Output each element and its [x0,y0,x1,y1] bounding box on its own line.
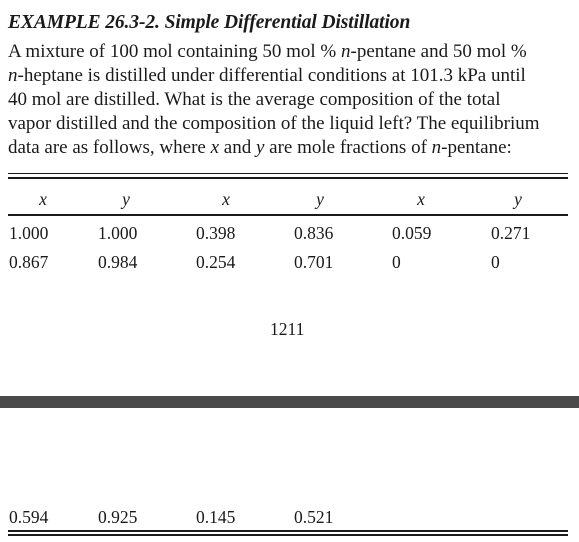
paragraph-line-1: A mixture of 100 mol containing 50 mol % n-pentane and 50 mol % [8,41,527,62]
example-paragraph [8,40,573,160]
table-cell: 0 [392,252,401,272]
page-number: 1211 [270,319,305,339]
table-cell: 1.000 [9,223,49,243]
header-x-1: x [39,189,47,209]
header-x-3: x [417,189,425,209]
table-cell: 0.254 [196,252,236,272]
table-cell: 0.925 [98,507,138,527]
table-cell: 0.271 [491,223,531,243]
table-bottom-rule-2 [8,534,568,536]
table-header-rule [8,214,568,216]
table-cell: 1.000 [98,223,138,243]
header-x-2: x [222,189,230,209]
header-y-1: y [122,189,130,209]
paragraph-line-4: vapor distilled and the composition of the liquid left? The equilibrium [8,113,540,134]
table-cell: 0 [491,252,500,272]
paragraph-line-2: n-heptane is distilled under differential conditions at 101.3 kPa until [8,65,526,86]
table-cell: 0.398 [196,223,236,243]
table-bottom-rule [8,530,568,532]
table-top-rule [8,173,568,174]
page-break-bar [0,396,579,408]
table-cell: 0.984 [98,252,138,272]
table-cell: 0.145 [196,507,236,527]
table-top-rule-thick [8,177,568,179]
header-y-3: y [514,189,522,209]
example-title: EXAMPLE 26.3-2. Simple Differential Distillation [8,12,411,33]
table-cell: 0.867 [9,252,49,272]
paragraph-line-5: data are as follows, where x and y are mole fractions of n-pentane: [8,137,512,158]
table-cell: 0.521 [294,507,334,527]
table-cell: 0.701 [294,252,334,272]
table-cell: 0.836 [294,223,334,243]
table-cell: 0.059 [392,223,432,243]
paragraph-line-3: 40 mol are distilled. What is the average composition of the total [8,89,501,110]
table-cell: 0.594 [9,507,49,527]
header-y-2: y [316,189,324,209]
